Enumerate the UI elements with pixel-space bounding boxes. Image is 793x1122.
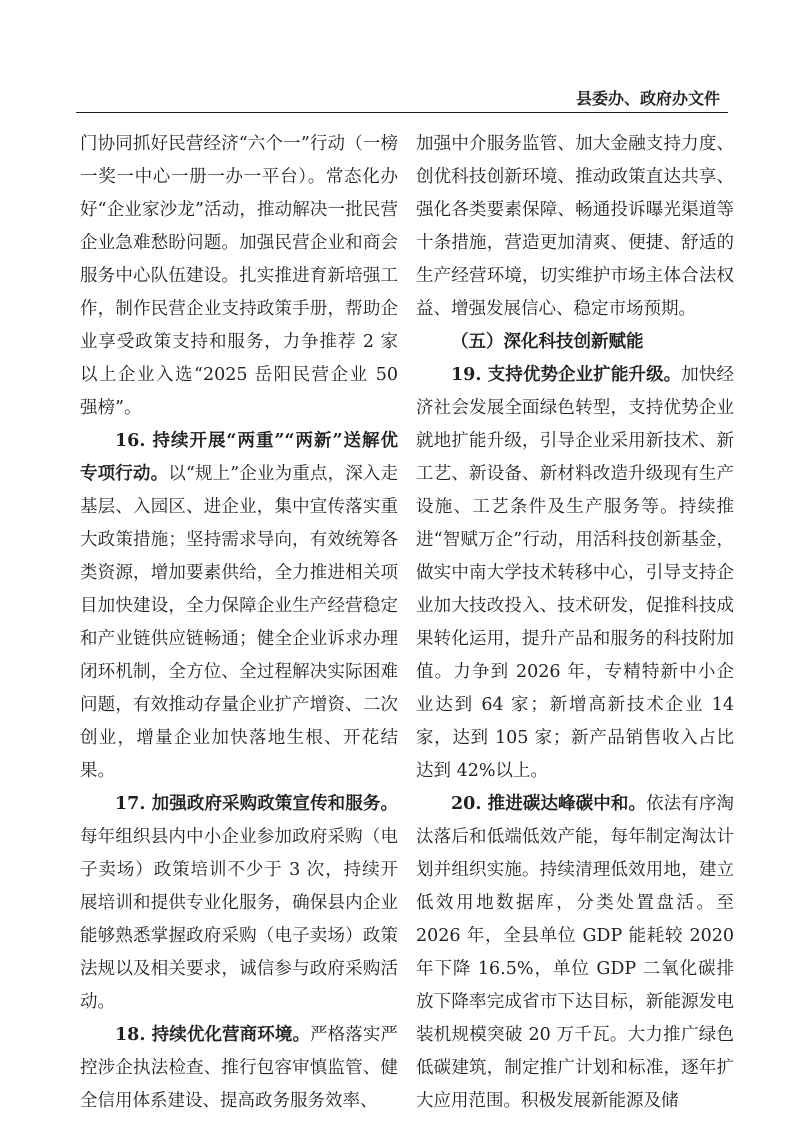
item-16-body: 以“规上”企业为重点，深入走基层、入园区、进企业，集中宣传落实重大政策措施；坚持需求导向，有效统筹各类资源，增加要素供给，全力推进相关项目加快建设，全力保障企业生产经营稳定和产业链供应链畅通；健全企业诉求办理闭环机制，全方位、全过程解决实际困难问题，有效推动存量企业扩产增资、二次创业，增量企业加快落地生根、开花结果。 bbox=[80, 464, 398, 781]
page-header bbox=[76, 82, 728, 113]
item-20-title: 20. 推进碳达峰碳中和。 bbox=[451, 794, 647, 814]
item-17-body: 每年组织县内中小企业参加政府采购（电子卖场）政策培训不少于 3 次，持续开展培训和提供专业化服务，确保县内企业能够熟悉掌握政府采购（电子卖场）政策法规以及相关要求，诚信参与政府采购活动。 bbox=[80, 827, 398, 1012]
right-column bbox=[416, 128, 735, 1111]
item-19-title: 19. 支持优势企业扩能升级。 bbox=[451, 365, 682, 385]
item-18-title: 18. 持续优化营商环境。 bbox=[115, 1025, 311, 1045]
item-19-body: 加快经济社会发展全面绿色转型，支持优势企业就地扩能升级，引导企业采用新技术、新工艺、新设备、新材料改造升级现有生产设施、工艺条件及生产服务等。持续推进“智赋万企”行动，用活科技创新基金，做实中南大学技术转移中心，引导支持企业加大技改投入、技术研发，促推科技成果转化运用，提升产品和服务的科技附加值。力争到 2026 年，专精特新中小企业达到 64 家；新增高新技术企业 14 家，达到 105 家；新产品销售收入占比达到 42%以上。 bbox=[416, 365, 735, 781]
item-16 bbox=[80, 425, 398, 788]
paragraph-continued: 门协同抓好民营经济“六个一”行动（一榜一奖一中心一册一办一平台）。常态化办好“企业家沙龙”活动，推动解决一批民营企业急难愁盼问题。加强民营企业和商会服务中心队伍建设。扎实推进育新培强工作，制作民营企业支持政策手册，帮助企业享受政策支持和服务，力争推荐 2 家以上企业入选“2025 岳阳民营企业 50 强榜”。 bbox=[80, 134, 398, 418]
item-19 bbox=[416, 359, 734, 788]
item-17-title: 17. 加强政府采购政策宣传和服务。 bbox=[115, 794, 398, 814]
header-title: 县委办、政府办文件 bbox=[575, 89, 720, 108]
item-18-body: 严格落实严控涉企执法检查、推行包容审慎监管、健全信用体系建设、提高政务服务效率、 bbox=[80, 1025, 398, 1111]
item-16-title: 16. 持续开展“两重”“两新”送解优专项行动。 bbox=[80, 431, 398, 484]
item-20 bbox=[416, 788, 734, 1118]
left-column bbox=[80, 128, 398, 1111]
paragraph-continued-right: 加强中介服务监管、加大金融支持力度、创优科技创新环境、推动政策直达共享、强化各类要素保障、畅通投诉曝光渠道等十条措施，营造更加清爽、便捷、舒适的生产经营环境，切实维护市场主体合法权益、增强发展信心、稳定市场预期。 bbox=[416, 134, 734, 319]
section-5-heading: （五）深化科技创新赋能 bbox=[451, 332, 644, 352]
item-17 bbox=[80, 788, 398, 1019]
item-20-body: 依法有序淘汰落后和低端低效产能，每年制定淘汰计划并组织实施。持续清理低效用地，建立低效用地数据库，分类处置盘活。至 2026 年，全县单位 GDP 能耗较 2020 年下降 16.5%，单位 GDP 二氧化碳排放下降率完成省市下达目标，新能源发电装机规模突破 20 万千瓦。大力推广绿色低碳建筑，制定推广计划和标准，逐年扩大应用范围。积极发展新能源及储 bbox=[416, 794, 734, 1111]
item-18 bbox=[80, 1019, 398, 1118]
